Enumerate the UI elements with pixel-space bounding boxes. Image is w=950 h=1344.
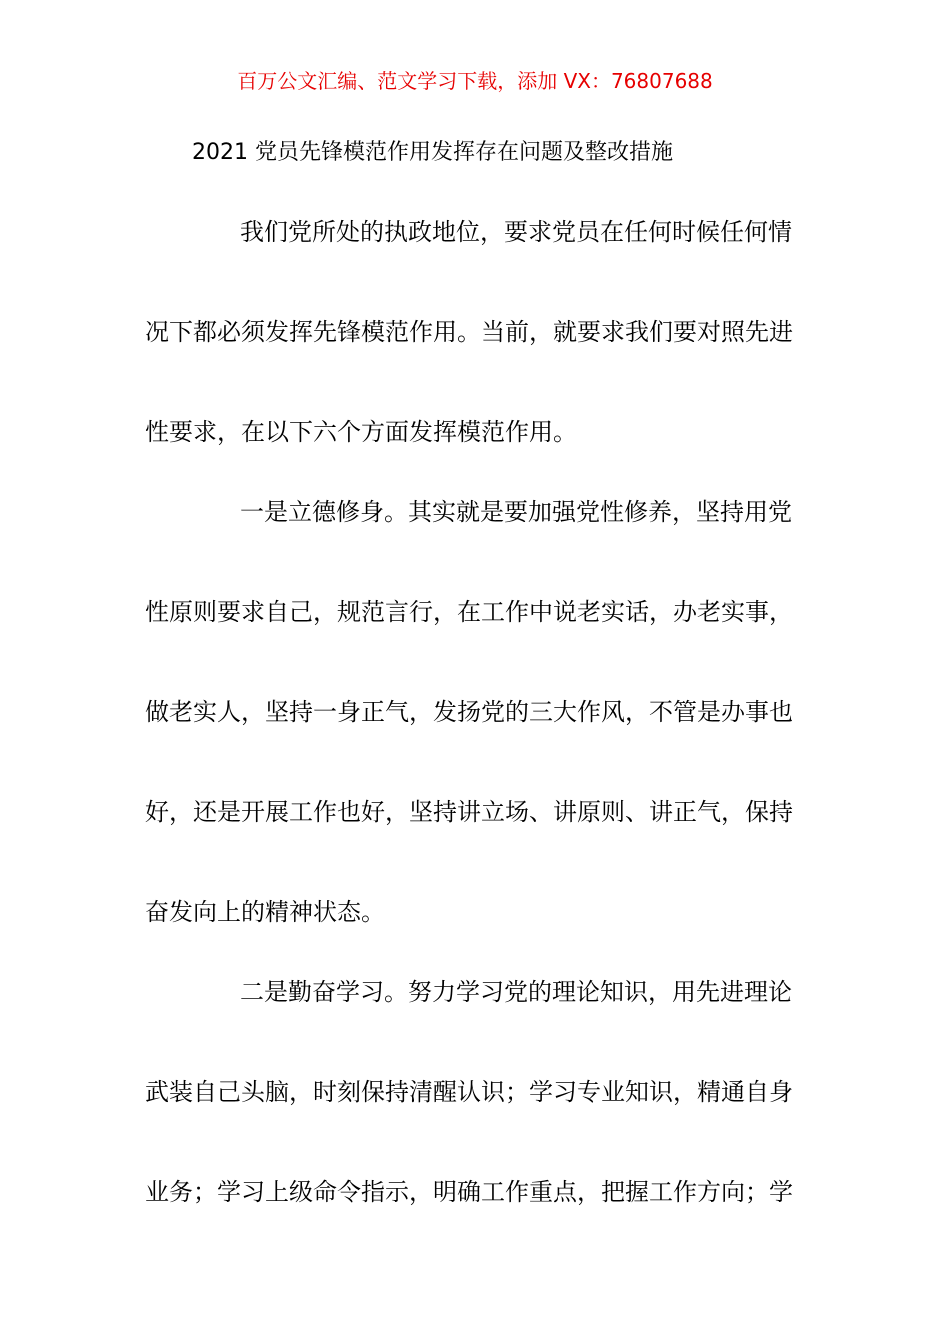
- paragraph-1-line-1: 我们党所处的执政地位，要求党员在任何时候任何情: [240, 218, 792, 246]
- paragraph-2-line-4: 好，还是开展工作也好，坚持讲立场、讲原则、讲正气，保持: [145, 798, 793, 826]
- document-title: 2021 党员先锋模范作用发挥存在问题及整改措施: [192, 140, 673, 165]
- paragraph-2-line-1: 一是立德修身。其实就是要加强党性修养，坚持用党: [240, 498, 792, 526]
- paragraph-1-line-3: 性要求，在以下六个方面发挥模范作用。: [145, 418, 577, 446]
- paragraph-3-line-3: 业务；学习上级命令指示，明确工作重点，把握工作方向；学: [145, 1178, 793, 1206]
- paragraph-3-line-1: 二是勤奋学习。努力学习党的理论知识，用先进理论: [240, 978, 792, 1006]
- paragraph-2-line-3: 做老实人，坚持一身正气，发扬党的三大作风，不管是办事也: [145, 698, 793, 726]
- paragraph-1-line-2: 况下都必须发挥先锋模范作用。当前，就要求我们要对照先进: [145, 318, 793, 346]
- header-note: 百万公文汇编、范文学习下载，添加 VX：76807688: [237, 69, 713, 93]
- paragraph-3-line-2: 武装自己头脑，时刻保持清醒认识；学习专业知识，精通自身: [145, 1078, 793, 1106]
- paragraph-2-line-5: 奋发向上的精神状态。: [145, 898, 385, 926]
- paragraph-2-line-2: 性原则要求自己，规范言行，在工作中说老实话，办老实事，: [145, 598, 793, 626]
